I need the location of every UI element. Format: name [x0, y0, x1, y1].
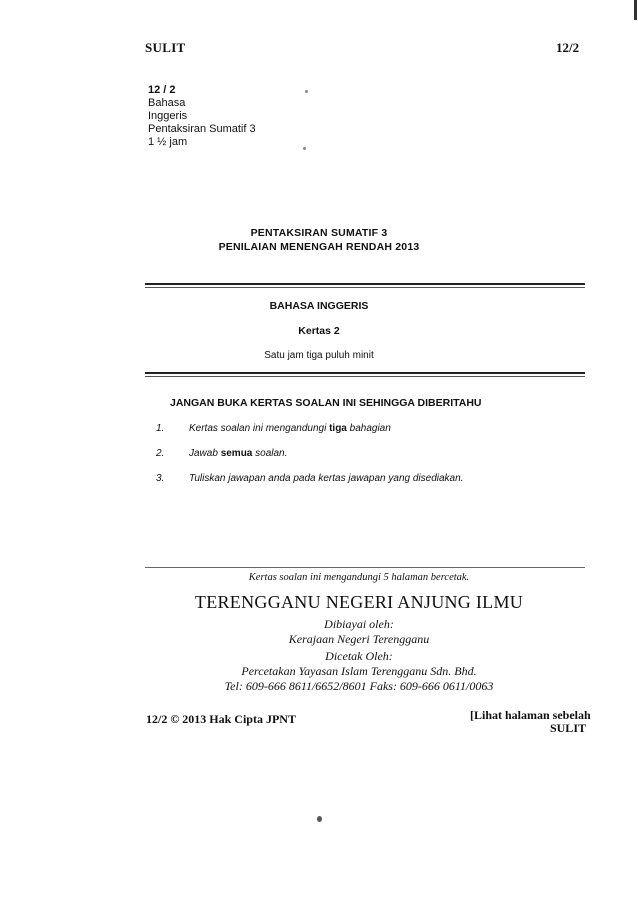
contact-numbers: Tel: 609-666 8611/6652/8601 Faks: 609-666 0611/0063: [224, 679, 494, 693]
top-rule-thin: [145, 287, 585, 288]
footer-classification: SULIT: [549, 721, 586, 735]
instruction-item: [156, 473, 463, 484]
next-page-note: [Lihat halaman sebelah: [470, 708, 591, 722]
scan-speck: [305, 90, 308, 93]
meta-subject-line2: Inggeris: [148, 110, 188, 122]
funded-by-label: Dibiayai oleh:: [324, 617, 394, 631]
printed-by-value: Percetakan Yayasan Islam Terengganu Sdn. Bhd.: [241, 664, 477, 678]
meta-code: 12 / 2: [148, 84, 176, 96]
exam-title-line2: PENILAIAN MENENGAH RENDAH 2013: [218, 241, 420, 253]
paper-meta-block: [148, 84, 256, 149]
scan-speck: [303, 147, 306, 150]
meta-assessment: Pentaksiran Sumatif 3: [148, 123, 256, 135]
instruction-text: Tuliskan jawapan anda pada kertas jawapan yang disediakan.: [189, 473, 464, 484]
footer-rule: [145, 567, 585, 568]
instruction-text: Jawab semua soalan.: [189, 448, 288, 459]
header-classification: SULIT: [145, 40, 186, 55]
page-count-note: Kertas soalan ini mengandungi 5 halaman bercetak.: [248, 572, 470, 583]
exam-title-line1: PENTAKSIRAN SUMATIF 3: [250, 227, 388, 239]
copyright-notice: 12/2 © 2013 Hak Cipta JPNT: [146, 712, 296, 726]
instruction-text: Kertas soalan ini mengandungi tiga bahagian: [189, 423, 391, 434]
header-paper-code: 12/2: [556, 40, 580, 55]
funded-by-value: Kerajaan Negeri Terengganu: [288, 632, 430, 646]
instruction-item: [156, 448, 287, 459]
instruction-item: [156, 423, 391, 434]
printed-by-label: Dicetak Oleh:: [325, 649, 393, 663]
instruction-number: 3.: [156, 473, 165, 484]
meta-subject-line1: Bahasa: [148, 97, 186, 109]
scan-speck: [317, 816, 322, 822]
scan-edge-mark: [634, 0, 637, 20]
instruction-number: 1.: [156, 423, 165, 434]
paper-number: Kertas 2: [298, 325, 340, 337]
meta-time: 1 ½ jam: [148, 136, 188, 148]
top-rule: [145, 283, 585, 285]
instruction-number: 2.: [156, 448, 165, 459]
state-motto: TERENGGANU NEGERI ANJUNG ILMU: [194, 592, 524, 612]
middle-rule: [145, 372, 585, 374]
subject-name: BAHASA INGGERIS: [269, 300, 369, 312]
middle-rule-thin: [145, 376, 585, 377]
do-not-open-warning: JANGAN BUKA KERTAS SOALAN INI SEHINGGA DIBERITAHU: [170, 397, 482, 409]
paper-duration: Satu jam tiga puluh minit: [264, 350, 374, 361]
